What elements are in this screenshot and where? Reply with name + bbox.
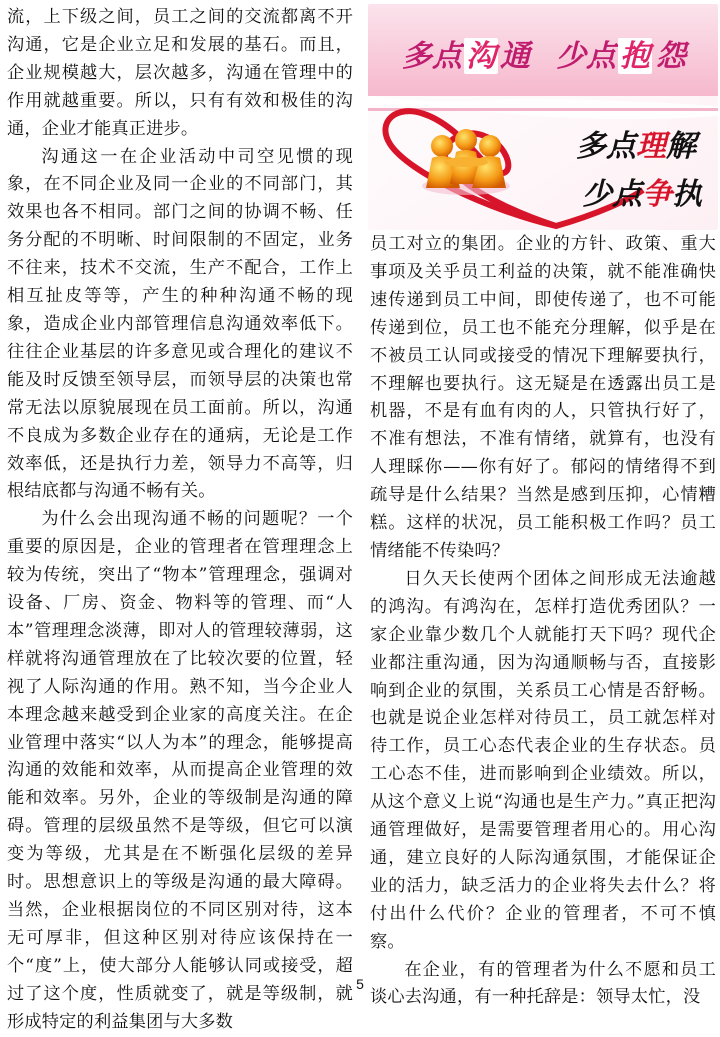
slogan-top-hl2: 抱 [620,39,650,74]
paragraph: 流，上下级之间，员工之间的交流都离不开沟通，它是企业立足和发展的基石。而且，企业规模越大，层次越多，沟通在管理中的作用就越重要。所以，只有有效和极佳的沟通，企业才能真正进步。 [7,7,353,139]
banner-graphic [368,4,718,230]
figures-group-icon [422,129,510,195]
paragraph: 在企业，有的管理者为什么不愿和员工谈心去沟通，有一种托辞是：领导太忙，没 [370,959,716,1008]
svg-text:多点理解: 多点理解 [576,129,696,164]
paragraph: 沟通这一在企业活动中司空见惯的现象，在不同企业及同一企业的不同部门，其效果也各不相同。部门之间的协调不畅、任务分配的不明晰、时间限制的不固定，业务不往来，技术不交流，生产不配合，工作上相互扯皮等等，产生的种种沟通不畅的现象，造成企业内部管理信息沟通效率低下。往往企业基层的许多意见或合理化的建议不能及时反馈至领导层，而领导层的决策也常常无法以原貌展现在员工面前。所以，沟通不良成为多数企业存在的通病，无论是工作效率低，还是执行力差，领导力不高等，归根结底都与沟通不畅有关。 [7,146,353,502]
page-number: 5 [356,976,364,992]
svg-text:少点争执: 少点争执 [582,177,702,212]
illustration-banner [368,4,718,230]
slogan-top-hl1: 沟 [466,39,496,74]
left-column [7,4,353,1037]
paragraph: 员工对立的集团。企业的方针、政策、重大事项及关乎员工利益的决策，就不能准确快速传递到员工中间，即使传递了，也不可能传递到位，员工也不能充分理解，似乎是在不被员工认同或接受的情况下理解要执行，不理解也要执行。这无疑是在透露出员工是机器，不是有血有肉的人，只管执行好了，不准有想法，不准有情绪，就算有，也没有人理睬你——你有好了。郁闷的情绪得不到疏导是什么结果？当然是感到压抑，心情糟糕。这样的状况，员工能积极工作吗？员工情绪能不传染吗？ [370,234,716,561]
slogan-mid [576,129,702,164]
slogan-top-part1: 多点 [402,39,462,74]
slogan-bottom [582,177,703,212]
slogan-top-part4: 怨 [656,39,686,74]
right-column [370,231,716,1012]
paragraph: 日久天长使两个团体之间形成无法逾越的鸿沟。有鸿沟在，怎样打造优秀团队？一家企业靠少数几个人就能打天下吗？现代企业都注重沟通，因为沟通顺畅与否，直接影响到企业的氛围，关系员工心情是否舒畅。也就是说企业怎样对待员工，员工就怎样对待工作，员工心态代表企业的生存状态。员工心态不佳，进而影响到企业绩效。所以，从这个意义上说“沟通也是生产力。”真正把沟通管理做好，是需要管理者用心的。用心沟通，建立良好的人际沟通氛围，才能保证企业的活力，缺乏活力的企业将失去什么？将付出什么代价？企业的管理者，不可不慎察。 [370,568,716,952]
paragraph: 为什么会出现沟通不畅的问题呢？一个重要的原因是，企业的管理者在管理理念上较为传统，突出了“物本”管理理念，强调对设备、厂房、资金、物料等的管理、而“人本”管理理念淡薄，即对人的管理较薄弱，这样就将沟通管理放在了比较次要的位置，轻视了人际沟通的作用。熟不知，当今企业人本理念越来越受到企业家的高度关注。在企业管理中落实“以人为本”的理念，能够提高沟通的效能和效率，从而提高企业管理的效能和效率。另外，企业的等级制是沟通的障碍。管理的层级虽然不是等级，但它可以演变为等级，尤其是在不断强化层级的差异时。思想意识上的等级是沟通的最大障碍。当然，企业根据岗位的不同区别对待，这本无可厚非，但这种区别对待应该保持在一个“度”上，使大部分人能够认同或接受，超过了这个度，性质就变了，就是等级制，就形成特定的利益集团与大多数 [7,509,353,1032]
slogan-top-part2: 通 [500,39,530,74]
slogan-top-part3: 少点 [556,39,616,74]
